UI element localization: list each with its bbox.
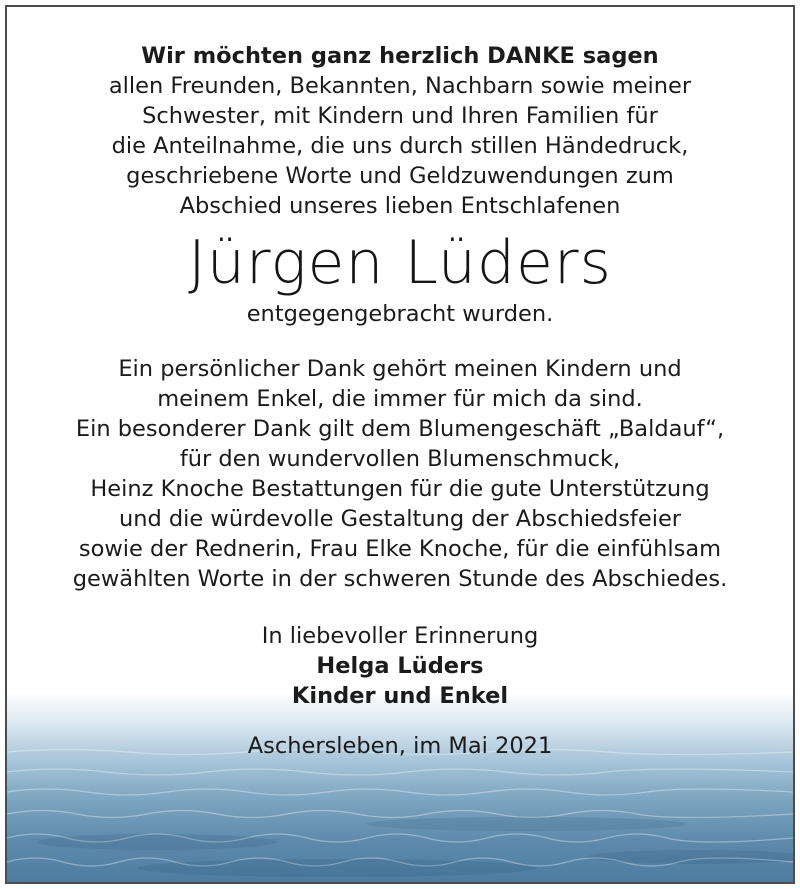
intro-line: Schwester, mit Kindern und Ihren Familien für <box>142 103 658 129</box>
after-name-line: entgegengebracht wurden. <box>246 301 554 327</box>
deceased-name: Jürgen Lüders <box>188 228 612 298</box>
place-date: Aschersleben, im Mai 2021 <box>247 733 553 759</box>
signatory: Kinder und Enkel <box>291 683 509 709</box>
intro-line: geschriebene Worte und Geldzuwendungen zum <box>126 163 674 189</box>
signatory: Helga Lüders <box>316 653 484 679</box>
thanks-line: und die würdevolle Gestaltung der Abschiedsfeier <box>118 506 682 532</box>
thanks-line: sowie der Rednerin, Frau Elke Knoche, für die einfühlsam <box>78 536 722 562</box>
closing-phrase: In liebevoller Erinnerung <box>261 623 539 649</box>
thanks-line: gewählten Worte in der schweren Stunde des Abschiedes. <box>72 566 728 592</box>
headline: Wir möchten ganz herzlich DANKE sagen <box>141 43 659 69</box>
thanks-line: Ein besonderer Dank gilt dem Blumengeschäft „Baldauf“, <box>75 416 725 442</box>
intro-line: allen Freunden, Bekannten, Nachbarn sowie meiner <box>108 73 692 99</box>
thanks-line: meinem Enkel, die immer für mich da sind. <box>157 386 643 412</box>
obituary-thank-you-notice <box>5 5 795 884</box>
notice-text <box>7 7 793 761</box>
intro-line: die Anteilnahme, die uns durch stillen Händedruck, <box>111 133 689 159</box>
thanks-line: für den wundervollen Blumenschmuck, <box>179 446 621 472</box>
thanks-line: Heinz Knoche Bestattungen für die gute Unterstützung <box>90 476 710 502</box>
intro-line: Abschied unseres lieben Entschlafenen <box>179 193 621 219</box>
thanks-line: Ein persönlicher Dank gehört meinen Kindern und <box>118 356 682 382</box>
